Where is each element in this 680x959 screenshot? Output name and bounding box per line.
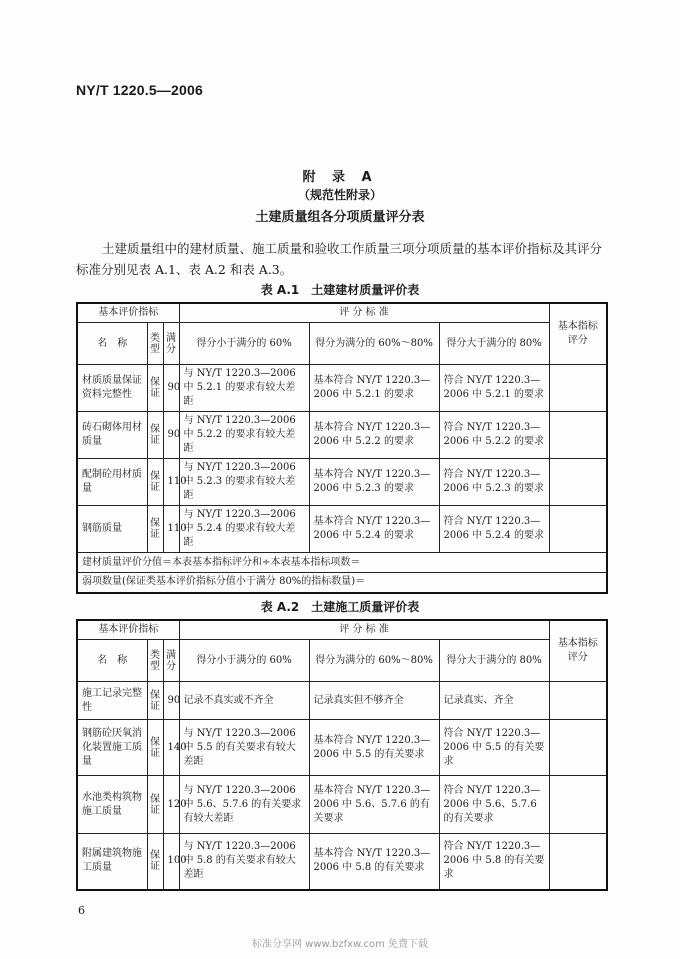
row-mid: 基本符合 NY/T 1220.3—2006 中 5.5 的有关要求 [309, 720, 439, 776]
row-low: 记录不真实或不齐全 [179, 682, 309, 720]
watermark: 标准分享网 www.bzfxw.com 免费下载 [252, 939, 428, 950]
row-score[interactable] [549, 776, 607, 834]
row-name: 砖石砌体用材质量 [77, 412, 147, 459]
row-name: 配制砼用材质量 [77, 459, 147, 506]
table-a1-total-formula: 建材质量评价分值＝本表基本指标评分和÷本表基本指标项数＝ [77, 553, 607, 573]
header-full: 满分 [163, 640, 179, 682]
header-full: 满分 [163, 323, 179, 365]
row-full: 90 [163, 412, 179, 459]
header-low: 得分小于满分的 60% [179, 323, 309, 365]
row-low: 与 NY/T 1220.3—2006 中 5.2.1 的要求有较大差距 [179, 365, 309, 412]
header-basic-index: 基本评价指标 [77, 303, 179, 323]
header-type: 类型 [147, 323, 163, 365]
row-type: 保证 [147, 506, 163, 553]
row-mid: 基本符合 NY/T 1220.3—2006 中 5.8 的有关要求 [309, 834, 439, 890]
row-type: 保证 [147, 720, 163, 776]
row-name: 钢筋质量 [77, 506, 147, 553]
row-full: 140 [163, 720, 179, 776]
row-low: 与 NY/T 1220.3—2006 中 5.8 的有关要求有较大差距 [179, 834, 309, 890]
table-a1-weak-count: 弱项数量(保证类基本评价指标分值小于满分 80%的指标数量)＝ [77, 573, 607, 593]
table-a1 [76, 302, 608, 594]
row-low: 与 NY/T 1220.3—2006 中 5.6、5.7.6 的有关要求有较大差距 [179, 776, 309, 834]
row-type: 保证 [147, 834, 163, 890]
header-criteria: 评 分 标 准 [179, 303, 549, 323]
header-mid: 得分为满分的 60%～80% [309, 323, 439, 365]
row-name: 钢筋砼厌氧消化装置施工质量 [77, 720, 147, 776]
appendix-nature: （规范性附录） [297, 188, 382, 202]
row-low: 与 NY/T 1220.3—2006 中 5.5 的有关要求有较大差距 [179, 720, 309, 776]
table-a1-caption: 表 A.1 土建建材质量评价表 [260, 283, 420, 297]
row-mid: 记录真实但不够齐全 [309, 682, 439, 720]
row-mid: 基本符合 NY/T 1220.3—2006 中 5.2.3 的要求 [309, 459, 439, 506]
row-name: 施工记录完整性 [77, 682, 147, 720]
row-high: 符合 NY/T 1220.3—2006 中 5.5 的有关要求 [439, 720, 549, 776]
row-name: 附属建筑物施工质量 [77, 834, 147, 890]
row-score[interactable] [549, 720, 607, 776]
row-mid: 基本符合 NY/T 1220.3—2006 中 5.2.2 的要求 [309, 412, 439, 459]
row-full: 110 [163, 459, 179, 506]
header-low: 得分小于满分的 60% [179, 640, 309, 682]
table-a2-caption: 表 A.2 土建施工质量评价表 [260, 600, 420, 614]
standard-code: NY/T 1220.5—2006 [76, 82, 203, 98]
header-criteria: 评 分 标 准 [179, 620, 549, 640]
table-row [77, 682, 607, 720]
table-row [77, 412, 607, 459]
row-type: 保证 [147, 412, 163, 459]
table-row [77, 834, 607, 890]
row-score[interactable] [549, 365, 607, 412]
row-full: 90 [163, 682, 179, 720]
header-basic-index: 基本评价指标 [77, 620, 179, 640]
row-high: 符合 NY/T 1220.3—2006 中 5.2.4 的要求 [439, 506, 549, 553]
header-score: 基本指标评分 [549, 303, 607, 365]
row-mid: 基本符合 NY/T 1220.3—2006 中 5.2.1 的要求 [309, 365, 439, 412]
row-full: 120 [163, 776, 179, 834]
header-name: 名 称 [77, 323, 147, 365]
appendix-subtitle: 土建质量组各分项质量评分表 [255, 210, 425, 225]
table-row [77, 365, 607, 412]
row-high: 记录真实、齐全 [439, 682, 549, 720]
row-low: 与 NY/T 1220.3—2006 中 5.2.4 的要求有较大差距 [179, 506, 309, 553]
row-mid: 基本符合 NY/T 1220.3—2006 中 5.2.4 的要求 [309, 506, 439, 553]
header-type: 类型 [147, 640, 163, 682]
row-type: 保证 [147, 459, 163, 506]
row-score[interactable] [549, 682, 607, 720]
header-name: 名 称 [77, 640, 147, 682]
row-type: 保证 [147, 776, 163, 834]
header-mid: 得分为满分的 60%～80% [309, 640, 439, 682]
header-score: 基本指标评分 [549, 620, 607, 682]
row-low: 与 NY/T 1220.3—2006 中 5.2.2 的要求有较大差距 [179, 412, 309, 459]
appendix-title: 附 录 A [302, 170, 378, 185]
page-number: 6 [78, 904, 85, 917]
row-score[interactable] [549, 412, 607, 459]
row-name: 水池类构筑物施工质量 [77, 776, 147, 834]
row-score[interactable] [549, 834, 607, 890]
row-low: 与 NY/T 1220.3—2006 中 5.2.3 的要求有较大差距 [179, 459, 309, 506]
row-high: 符合 NY/T 1220.3—2006 中 5.2.2 的要求 [439, 412, 549, 459]
row-mid: 基本符合 NY/T 1220.3—2006 中 5.6、5.7.6 的有关要求 [309, 776, 439, 834]
row-full: 110 [163, 506, 179, 553]
table-a2 [76, 619, 608, 891]
row-full: 90 [163, 365, 179, 412]
row-high: 符合 NY/T 1220.3—2006 中 5.2.1 的要求 [439, 365, 549, 412]
row-type: 保证 [147, 682, 163, 720]
table-row [77, 776, 607, 834]
header-high: 得分大于满分的 80% [439, 640, 549, 682]
row-name: 材质质量保证资料完整性 [77, 365, 147, 412]
table-row [77, 459, 607, 506]
row-score[interactable] [549, 459, 607, 506]
row-full: 100 [163, 834, 179, 890]
row-high: 符合 NY/T 1220.3—2006 中 5.2.3 的要求 [439, 459, 549, 506]
table-row [77, 720, 607, 776]
table-row [77, 506, 607, 553]
row-type: 保证 [147, 365, 163, 412]
header-high: 得分大于满分的 80% [439, 323, 549, 365]
row-high: 符合 NY/T 1220.3—2006 中 5.6、5.7.6 的有关要求 [439, 776, 549, 834]
intro-paragraph: 土建质量组中的建材质量、施工质量和验收工作质量三项分项质量的基本评价指标及其评分标准分别见表 A.1、表 A.2 和表 A.3。 [76, 241, 603, 277]
row-high: 符合 NY/T 1220.3—2006 中 5.8 的有关要求 [439, 834, 549, 890]
row-score[interactable] [549, 506, 607, 553]
